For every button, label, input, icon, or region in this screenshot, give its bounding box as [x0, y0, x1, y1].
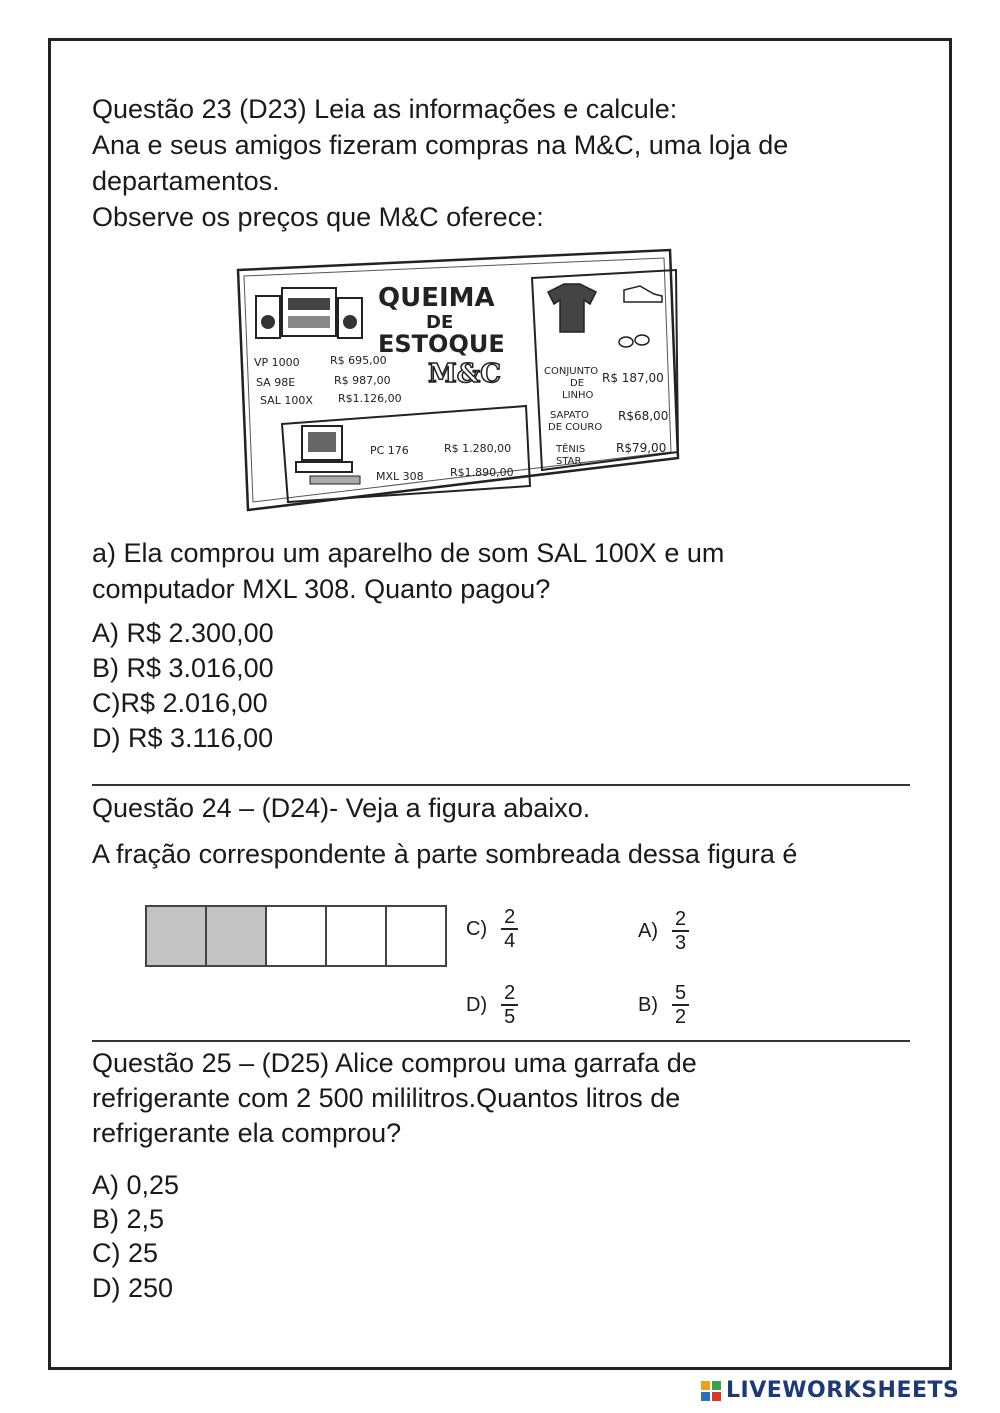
brand-name: LIVEWORKSHEETS — [726, 1378, 960, 1403]
q23-option-d[interactable]: D) R$ 3.116,00 — [92, 723, 274, 753]
q23-option-b[interactable]: B) R$ 3.016,00 — [92, 653, 274, 683]
option-label: C) — [466, 918, 488, 940]
numerator: 2 — [501, 982, 518, 1006]
denominator: 2 — [675, 1006, 687, 1028]
brand-footer[interactable] — [700, 1378, 959, 1403]
clothing-name: TÊNIS — [556, 444, 586, 455]
bar-cell — [327, 907, 387, 965]
clothing-name: DE COURO — [548, 422, 603, 433]
bar-cell-shaded — [207, 907, 267, 965]
q25-option-c[interactable]: C) 25 — [92, 1238, 159, 1268]
flyer-title-2: DE — [426, 312, 454, 333]
q25-text-line: refrigerante ela comprou? — [92, 1118, 402, 1148]
q23-title: Questão 23 (D23) Leia as informações e calcule: — [92, 94, 678, 124]
computer-price: R$ 1.280,00 — [444, 442, 512, 455]
computer-price: R$1.890,00 — [450, 466, 514, 479]
q24-option-d[interactable] — [466, 982, 518, 1028]
flyer-title-1: QUEIMA — [378, 283, 495, 313]
q23a-text-line: computador MXL 308. Quanto pagou? — [92, 574, 551, 604]
clothing-price: R$79,00 — [616, 441, 667, 455]
q25-text-line: refrigerante com 2 500 mililitros.Quantos litros de — [92, 1083, 681, 1113]
clothing-name: SAPATO — [550, 410, 589, 421]
divider — [92, 1040, 910, 1042]
stereo-price: R$1.126,00 — [338, 392, 402, 405]
flyer-title-3: ESTOQUE — [378, 330, 505, 358]
q24-option-b[interactable] — [638, 982, 689, 1028]
liveworksheets-logo-icon — [700, 1380, 722, 1402]
bar-cell — [267, 907, 327, 965]
q25-option-d[interactable]: D) 250 — [92, 1273, 174, 1303]
q23-option-c[interactable]: C)R$ 2.016,00 — [92, 688, 268, 718]
option-label: D) — [466, 994, 488, 1016]
denominator: 3 — [675, 932, 687, 954]
q24-prompt: A fração correspondente à parte sombreada dessa figura é — [92, 839, 798, 869]
q23-text-line: Observe os preços que M&C oferece: — [92, 202, 544, 232]
q23-option-a[interactable]: A) R$ 2.300,00 — [92, 618, 274, 648]
numerator: 2 — [501, 906, 518, 930]
q23a-text-line: a) Ela comprou um aparelho de som SAL 100X e um — [92, 538, 725, 568]
computer-model: PC 176 — [370, 444, 409, 457]
stereo-model: SAL 100X — [260, 394, 313, 407]
bar-cell-shaded — [147, 907, 207, 965]
stereo-price: R$ 695,00 — [330, 354, 387, 367]
stereo-model: VP 1000 — [254, 356, 300, 369]
q25-title: Questão 25 – (D25) Alice comprou uma garrafa de — [92, 1048, 697, 1078]
bar-cell — [387, 907, 445, 965]
stereo-model: SA 98E — [256, 376, 296, 389]
fraction — [501, 982, 518, 1028]
fraction — [501, 906, 518, 952]
option-label: B) — [638, 994, 658, 1016]
store-flyer — [230, 248, 680, 516]
q23-text-line: Ana e seus amigos fizeram compras na M&C, uma loja de — [92, 130, 789, 160]
q24-option-c[interactable] — [466, 906, 518, 952]
numerator: 5 — [672, 982, 689, 1006]
clothing-name: DE — [570, 378, 585, 389]
q25-option-a[interactable]: A) 0,25 — [92, 1170, 180, 1200]
clothing-name: CONJUNTO — [544, 366, 599, 377]
q23-text-line: departamentos. — [92, 166, 280, 196]
fraction-bar — [145, 905, 447, 967]
flyer-store-name: M&C — [428, 359, 501, 389]
fraction — [672, 982, 689, 1028]
numerator: 2 — [672, 908, 689, 932]
q24-title: Questão 24 – (D24)- Veja a figura abaixo. — [92, 793, 591, 823]
clothing-price: R$ 187,00 — [602, 371, 664, 385]
clothing-price: R$68,00 — [618, 409, 669, 423]
denominator: 4 — [504, 930, 516, 952]
clothing-name: LINHO — [562, 390, 594, 401]
divider — [92, 784, 910, 786]
option-label: A) — [638, 920, 658, 942]
computer-model: MXL 308 — [376, 470, 424, 483]
denominator: 5 — [504, 1006, 516, 1028]
q24-option-a[interactable] — [638, 908, 689, 954]
clothing-name: STAR — [556, 456, 582, 467]
fraction — [672, 908, 689, 954]
stereo-price: R$ 987,00 — [334, 374, 391, 387]
q25-option-b[interactable]: B) 2,5 — [92, 1204, 165, 1234]
